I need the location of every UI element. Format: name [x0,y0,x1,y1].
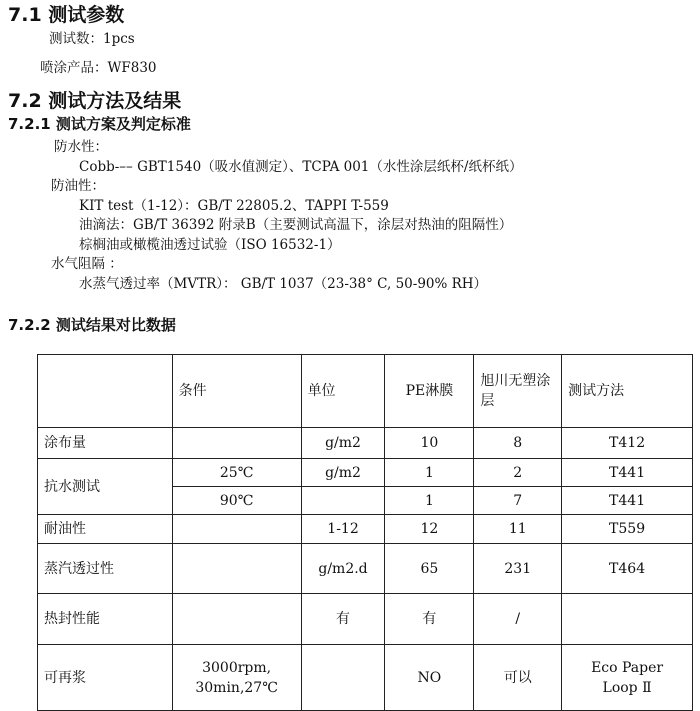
row-unit: g/m2.d [301,544,385,594]
row-condition [172,428,301,459]
header-condition: 条件 [172,355,301,428]
header-unit: 单位 [301,355,385,428]
row-pe: 12 [385,515,474,544]
row-pe: 10 [385,428,474,459]
row-xc: 可以 [474,645,562,711]
row-xc: 7 [474,487,562,515]
row-method [562,594,693,645]
oil-drop-line: 油滴法：GB/T 36392 附录B（主要测试高温下，涂层对热油的阻隔性） [79,217,513,233]
row-item: 蒸汽透过性 [38,544,173,594]
section-7-2-1-heading: 7.2.1 测试方案及判定标准 [8,115,191,133]
row-pe: 1 [385,459,474,487]
row-unit [301,487,385,515]
test-count-line: 测试数：1pcs [49,31,135,47]
table-row [38,544,693,594]
table-row [38,645,693,711]
waterproof-standard: Cobb-–– GBT1540（吸水值测定）、TCPA 001（水性涂层纸杯/纸杯纸） [79,159,523,175]
row-condition [172,544,301,594]
row-pe: 有 [385,594,474,645]
section-7-2-heading: 7.2 测试方法及结果 [8,90,182,112]
mvtr-line: 水蒸气透过率（MVTR）： GB/T 1037（23-38° C, 50-90% RH） [79,276,488,292]
row-unit: 1-12 [301,515,385,544]
table-row [38,515,693,544]
row-method: T441 [562,487,693,515]
row-item: 抗水测试 [38,459,173,515]
row-item: 耐油性 [38,515,173,544]
row-item: 涂布量 [38,428,173,459]
condition-line: 30min,27℃ [195,679,278,696]
row-xc: 2 [474,459,562,487]
row-unit [301,645,385,711]
table-row [38,428,693,459]
row-method: T412 [562,428,693,459]
method-line: Eco Paper [591,659,664,676]
palm-oil-line: 棕榈油或橄榄油透过试验（ISO 16532-1） [79,237,341,253]
section-7-2-2-heading: 7.2.2 测试结果对比数据 [8,316,176,334]
row-condition [172,515,301,544]
results-table [37,354,693,711]
row-method: T464 [562,544,693,594]
row-condition: 25℃ [172,459,301,487]
table-row [38,459,693,487]
row-method: T559 [562,515,693,544]
section-7-1-heading: 7.1 测试参数 [8,4,125,26]
row-unit: g/m2 [301,459,385,487]
row-method [562,645,693,711]
header-item [38,355,173,428]
row-condition [172,645,301,711]
row-method: T441 [562,459,693,487]
row-xc: 11 [474,515,562,544]
spray-product-line: 喷涂产品：WF830 [40,60,157,76]
row-condition: 90℃ [172,487,301,515]
method-line: Loop Ⅱ [602,679,652,696]
row-unit: 有 [301,594,385,645]
vapor-barrier-label: 水气阻隔 ： [51,256,123,272]
header-pe: PE淋膜 [385,355,474,428]
row-pe: 1 [385,487,474,515]
header-method: 测试方法 [562,355,693,428]
condition-line: 3000rpm, [202,659,272,676]
row-unit: g/m2 [301,428,385,459]
table-row [38,594,693,645]
row-xc: / [474,594,562,645]
row-pe: 65 [385,544,474,594]
header-xc: 旭川无塑涂层 [474,355,562,428]
row-xc: 8 [474,428,562,459]
row-condition [172,594,301,645]
kit-test-line: KIT test（1-12）：GB/T 22805.2、TAPPI T-559 [79,198,389,214]
table-header-row [38,355,693,428]
row-xc: 231 [474,544,562,594]
row-item: 热封性能 [38,594,173,645]
row-pe: NO [385,645,474,711]
oilproof-label: 防油性： [51,178,105,194]
waterproof-label: 防水性： [54,139,108,155]
row-item: 可再浆 [38,645,173,711]
